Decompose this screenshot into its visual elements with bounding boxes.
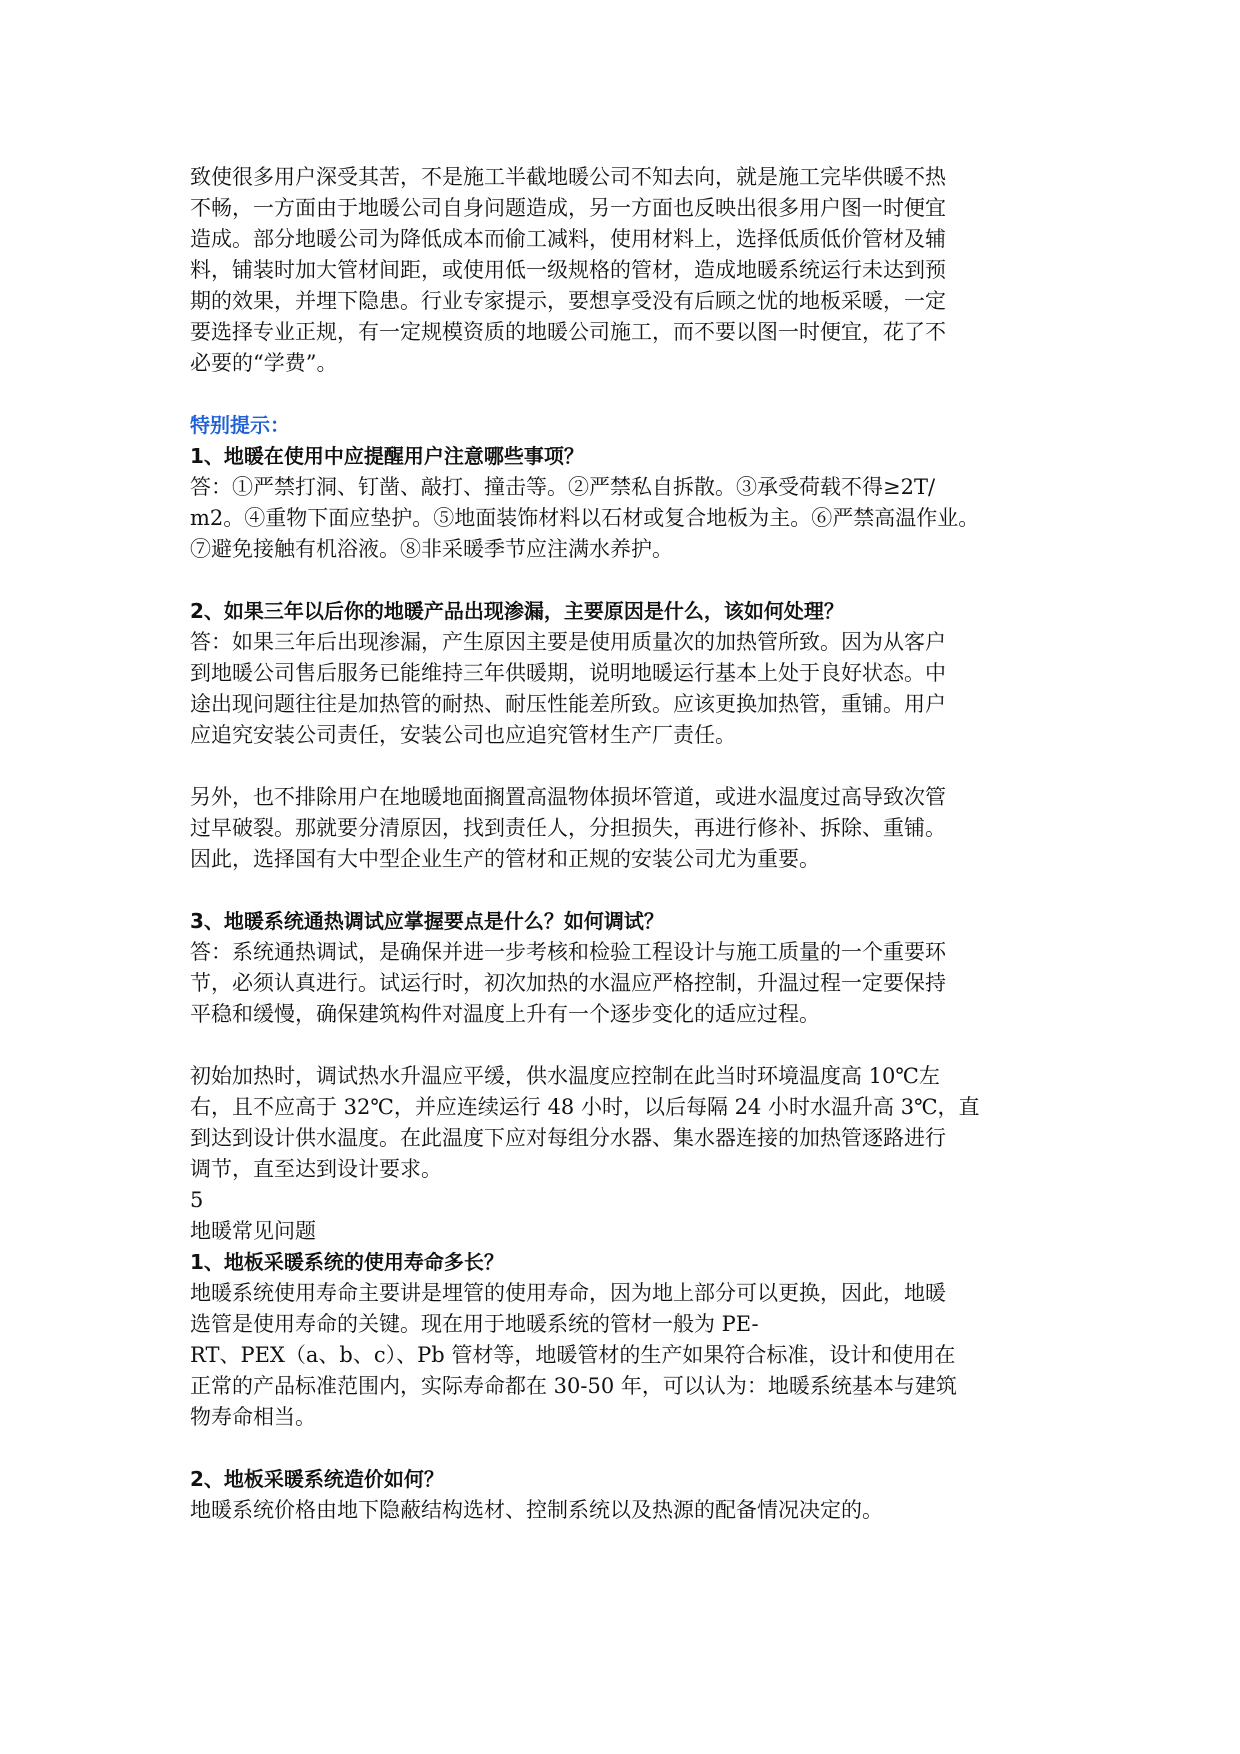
intro-paragraph bbox=[190, 162, 1070, 379]
tip-question-1 bbox=[190, 441, 1070, 565]
text-line: 平稳和缓慢，确保建筑构件对温度上升有一个逐步变化的适应过程。 bbox=[190, 1002, 820, 1026]
text-line: 节，必须认真进行。试运行时，初次加热的水温应严格控制，升温过程一定要保持 bbox=[190, 971, 946, 995]
faq-question-1 bbox=[190, 1247, 1070, 1433]
text-line: 到地暖公司售后服务已能维持三年供暖期，说明地暖运行基本上处于良好状态。中 bbox=[190, 661, 946, 685]
paragraph-gap bbox=[190, 1433, 1070, 1464]
text-line: 因此，选择国有大中型企业生产的管材和正规的安装公司尤为重要。 bbox=[190, 847, 820, 871]
text-line: 正常的产品标准范围内，实际寿命都在 30-50 年，可以认为：地暖系统基本与建筑 bbox=[190, 1374, 957, 1398]
text-line: 选管是使用寿命的关键。现在用于地暖系统的管材一般为 PE- bbox=[190, 1312, 759, 1336]
tip-question-3 bbox=[190, 906, 1070, 1185]
text-line: RT、PEX（a、b、c）、Pb 管材等，地暖管材的生产如果符合标准，设计和使用在 bbox=[190, 1343, 956, 1367]
text-line: 地暖系统价格由地下隐蔽结构选材、控制系统以及热源的配备情况决定的。 bbox=[190, 1498, 883, 1522]
question-title: 1、地暖在使用中应提醒用户注意哪些事项？ bbox=[190, 444, 584, 468]
text-line: 料，铺装时加大管材间距，或使用低一级规格的管材，造成地暖系统运行未达到预 bbox=[190, 258, 946, 282]
question-title: 1、地板采暖系统的使用寿命多长？ bbox=[190, 1250, 504, 1274]
faq-question-2 bbox=[190, 1464, 1070, 1526]
paragraph-gap bbox=[190, 751, 1070, 782]
text-line: 答：①严禁打洞、钉凿、敲打、撞击等。②严禁私自拆散。③承受荷载不得≥2T/ bbox=[190, 475, 936, 499]
text-line: 初始加热时，调试热水升温应平缓，供水温度应控制在此当时环境温度高 10℃左 bbox=[190, 1064, 940, 1088]
paragraph-gap bbox=[190, 565, 1070, 596]
text-line: 要选择专业正规，有一定规模资质的地暖公司施工，而不要以图一时便宜，花了不 bbox=[190, 320, 946, 344]
section-number: 5 bbox=[190, 1188, 204, 1212]
question-title: 3、地暖系统通热调试应掌握要点是什么？如何调试？ bbox=[190, 909, 664, 933]
text-line: 答：如果三年后出现渗漏，产生原因主要是使用质量次的加热管所致。因为从客户 bbox=[190, 630, 946, 654]
text-line: 物寿命相当。 bbox=[190, 1405, 316, 1429]
text-line: 另外，也不排除用户在地暖地面搁置高温物体损坏管道，或进水温度过高导致次管 bbox=[190, 785, 946, 809]
text-line: 期的效果，并埋下隐患。行业专家提示，要想享受没有后顾之忧的地板采暖，一定 bbox=[190, 289, 946, 313]
text-line: 右，且不应高于 32℃，并应连续运行 48 小时，以后每隔 24 小时水温升高 3℃，直 bbox=[190, 1095, 980, 1119]
text-line: 造成。部分地暖公司为降低成本而偷工减料，使用材料上，选择低质低价管材及辅 bbox=[190, 227, 946, 251]
text-line: 到达到设计供水温度。在此温度下应对每组分水器、集水器连接的加热管逐路进行 bbox=[190, 1126, 946, 1150]
paragraph-gap bbox=[190, 875, 1070, 906]
text-line: 地暖系统使用寿命主要讲是埋管的使用寿命，因为地上部分可以更换，因此，地暖 bbox=[190, 1281, 946, 1305]
text-line: 致使很多用户深受其苦，不是施工半截地暖公司不知去向，就是施工完毕供暖不热 bbox=[190, 165, 946, 189]
paragraph-gap bbox=[190, 1030, 1070, 1061]
text-line: 必要的“学费”。 bbox=[190, 351, 338, 375]
text-line: 过早破裂。那就要分清原因，找到责任人，分担损失，再进行修补、拆除、重铺。 bbox=[190, 816, 946, 840]
text-line: 调节，直至达到设计要求。 bbox=[190, 1157, 442, 1181]
text-line: 答：系统通热调试，是确保并进一步考核和检验工程设计与施工质量的一个重要环 bbox=[190, 940, 946, 964]
text-line: m2。④重物下面应垫护。⑤地面装饰材料以石材或复合地板为主。⑥严禁高温作业。 bbox=[190, 506, 980, 530]
question-title: 2、地板采暖系统造价如何？ bbox=[190, 1467, 444, 1491]
text-line: 应追究安装公司责任，安装公司也应追究管材生产厂责任。 bbox=[190, 723, 736, 747]
tip-question-2 bbox=[190, 596, 1070, 875]
document-page bbox=[190, 162, 1070, 1526]
paragraph-gap bbox=[190, 379, 1070, 410]
text-line: 不畅，一方面由于地暖公司自身问题造成，另一方面也反映出很多用户图一时便宜 bbox=[190, 196, 946, 220]
question-title: 2、如果三年以后你的地暖产品出现渗漏，主要原因是什么，该如何处理？ bbox=[190, 599, 844, 623]
tips-heading: 特别提示： bbox=[190, 413, 290, 437]
section-title: 地暖常见问题 bbox=[190, 1219, 316, 1243]
text-line: 途出现问题往往是加热管的耐热、耐压性能差所致。应该更换加热管，重铺。用户 bbox=[190, 692, 946, 716]
text-line: ⑦避免接触有机浴液。⑧非采暖季节应注满水养护。 bbox=[190, 537, 673, 561]
